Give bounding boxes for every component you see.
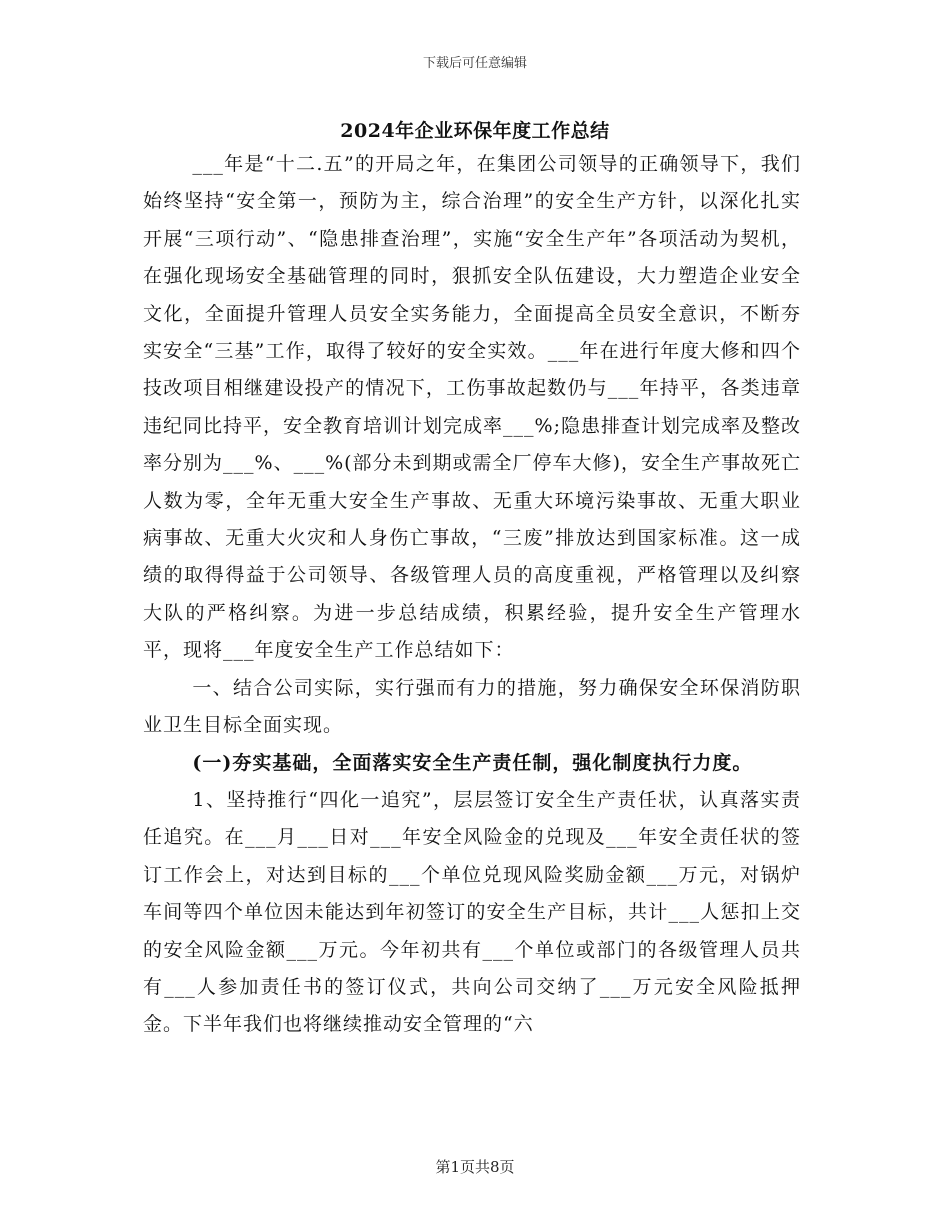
paragraph-item-1: 1、坚持推行“四化一追究”，层层签订安全生产责任状，认真落实责任追究。在___月___日对___年安全风险金的兑现及___年安全责任状的签订工作会上，对达到目标的___个单位兑现风险奖励金额___万元，对锅炉车间等四个单位因未能达到年初签订的安全生产目标，共计___人惩扣上交的安全风险金额___万元。今年初共有___个单位或部门的各级管理人员共有___人参加责任书的签订仪式，共向公司交纳了___万元安全风险抵押金。下半年我们也将继续推动安全管理的“六 (143, 788, 801, 1036)
document-body (143, 146, 801, 1044)
paragraph-intro: ___年是“十二.五”的开局之年，在集团公司领导的正确领导下，我们始终坚持“安全第一，预防为主，综合治理”的安全生产方针，以深化扎实开展“三项行动”、“隐患排查治理”，实施“安全生产年”各项活动为契机，在强化现场安全基础管理的同时，狠抓安全队伍建设，大力塑造企业安全文化，全面提升管理人员安全实务能力，全面提高全员安全意识，不断夯实安全“三基”工作，取得了较好的安全实效。___年在进行年度大修和四个技改项目相继建设投产的情况下，工伤事故起数仍与___年持平，各类违章违纪同比持平，安全教育培训计划完成率___%;隐患排查计划完成率及整改率分别为___%、___%(部分未到期或需全厂停车大修)，安全生产事故死亡人数为零，全年无重大安全生产事故、无重大环境污染事故、无重大职业病事故、无重大火灾和人身伤亡事故，“三废”排放达到国家标准。这一成绩的取得得益于公司领导、各级管理人员的高度重视，严格管理以及纠察大队的严格纠察。为进一步总结成绩，积累经验，提升安全生产管理水平，现将___年度安全生产工作总结如下： (143, 153, 801, 662)
page-number: 第1页共8页 (435, 1158, 515, 1176)
section-heading-1: 一、结合公司实际，实行强而有力的措施，努力确保安全环保消防职业卫生目标全面实现。 (143, 676, 801, 737)
page-header-note: 下载后可任意编辑 (422, 56, 527, 71)
document-title: 2024年企业环保年度工作总结 (340, 120, 610, 142)
subsection-heading-1: (一)夯实基础，全面落实安全生产责任制，强化制度执行力度。 (192, 751, 753, 774)
